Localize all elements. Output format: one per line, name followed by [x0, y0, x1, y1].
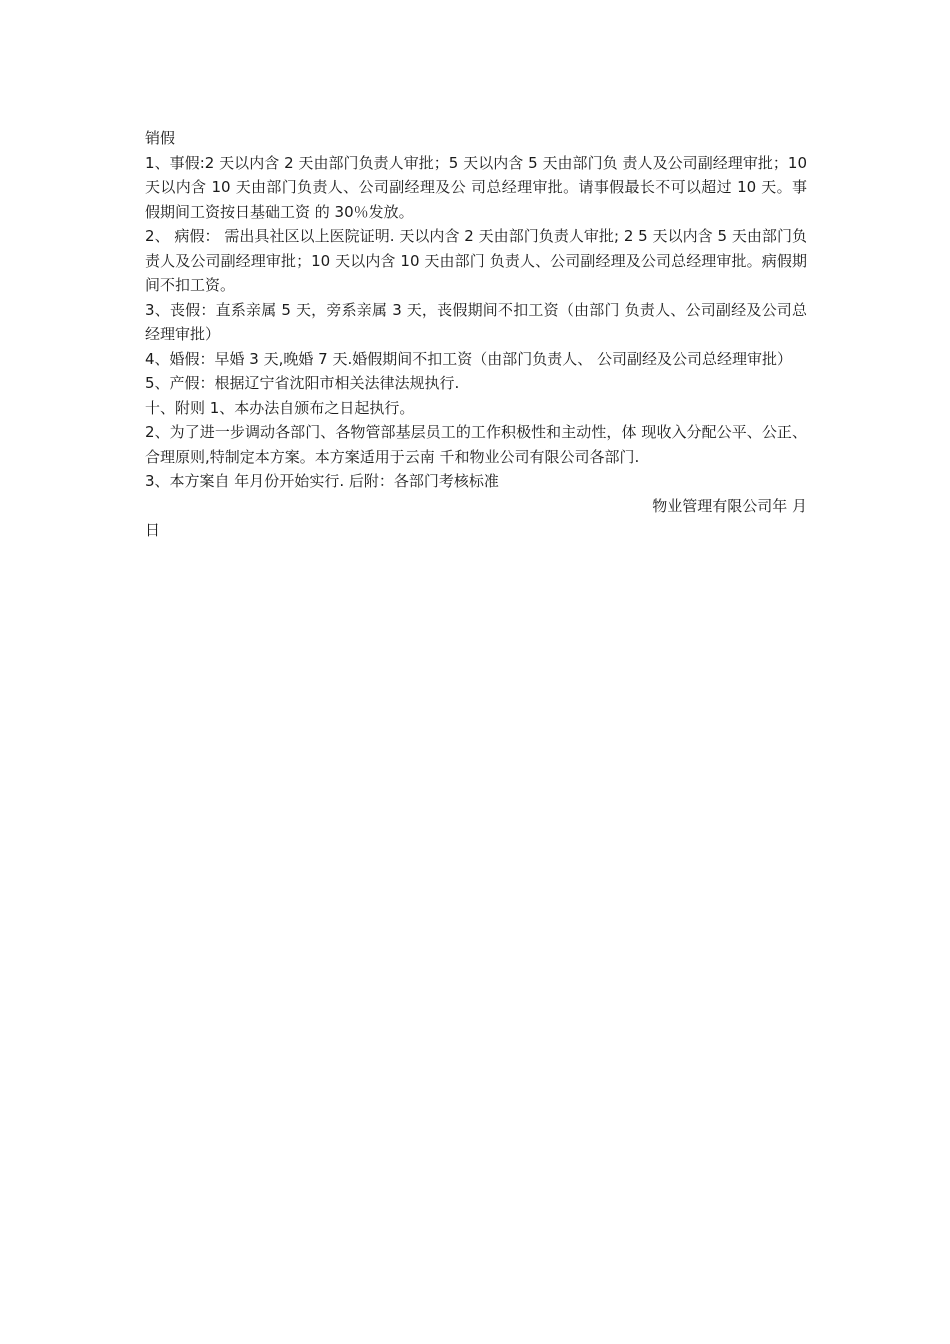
signature-line: 物业管理有限公司年 月: [652, 496, 807, 515]
paragraph-marriage-leave: 4、婚假：早婚 3 天,晚婚 7 天.婚假期间不扣工资（由部门负责人、 公司副经及公司总经理审批）: [145, 349, 793, 368]
heading-xiaojia: 销假: [145, 129, 176, 147]
document-body: [145, 126, 807, 543]
paragraph-personal-leave: 1、事假:2 天以内含 2 天由部门负责人审批；5 天以内含 5 天由部门负 责人及公司副经理审批；10 天以内含 10 天由部门负责人、公司副经理及公 司总经理审批。请事假最长不可以超过 10 天。事假期间工资按日基础工资 的 30％发放。: [145, 153, 807, 221]
date-tail: 日: [145, 521, 161, 539]
paragraph-supplementary-3: 3、本方案自 年月份开始实行. 后附：各部门考核标准: [145, 472, 499, 490]
paragraph-supplementary-2: 2、为了进一步调动各部门、各物管部基层员工的工作积极性和主动性，体 现收入分配公平、公正、合理原则,特制定本方案。本方案适用于云南 千和物业公司有限公司各部门.: [145, 423, 807, 466]
paragraph-supplementary-1: 十、附则 1、本办法自颁布之日起执行。: [145, 398, 415, 417]
paragraph-maternity-leave: 5、产假：根据辽宁省沈阳市相关法律法规执行.: [145, 374, 460, 392]
paragraph-bereavement-leave: 3、丧假：直系亲属 5 天，旁系亲属 3 天，丧假期间不扣工资（由部门 负责人、公司副经及公司总经理审批）: [145, 300, 807, 343]
paragraph-sick-leave: 2、 病假： 需出具社区以上医院证明. 天以内含 2 天由部门负责人审批; 2 5 天以内含 5 天由部门负责人及公司副经理审批；10 天以内含 10 天由部门 负责人、公司副经理及公司总经理审批。病假期间不扣工资。: [145, 227, 807, 294]
